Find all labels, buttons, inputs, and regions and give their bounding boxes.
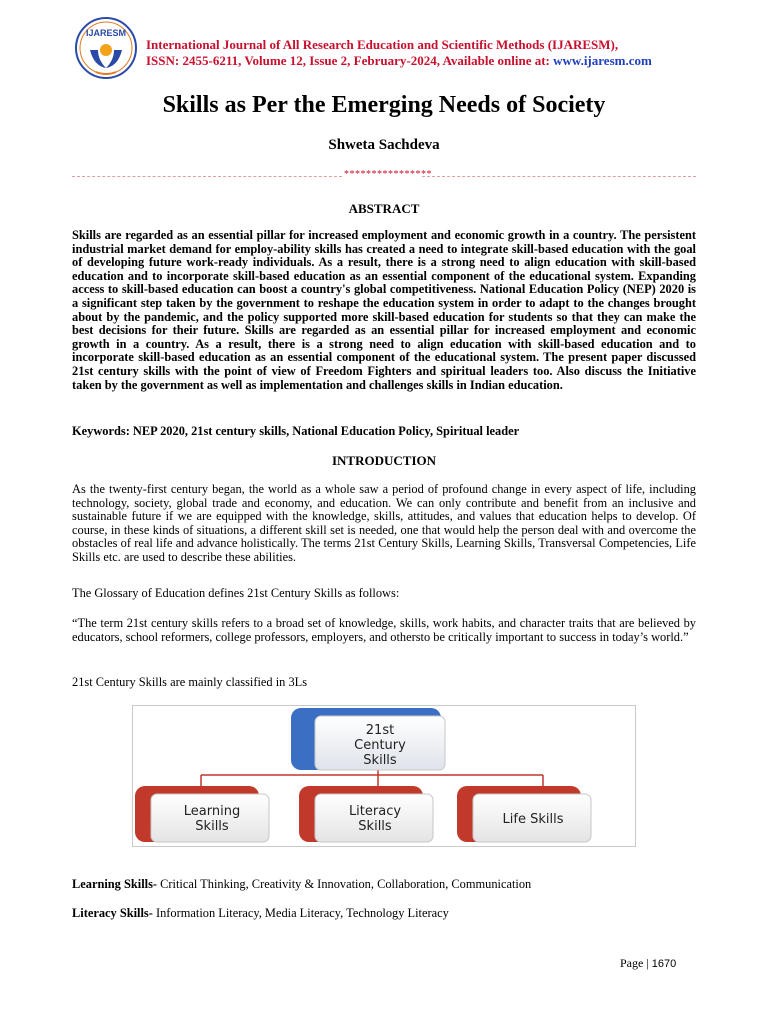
learning-skills-line [72, 877, 531, 892]
keywords: Keywords: NEP 2020, 21st century skills, National Education Policy, Spiritual leader [72, 424, 520, 438]
learning-skills-text: Critical Thinking, Creativity & Innovation, Collaboration, Communication [157, 877, 532, 891]
root-label-line-3: Skills [363, 753, 397, 768]
root-node-21st-century-skills [291, 708, 445, 770]
root-label-line-1: 21st [365, 723, 395, 738]
skills-hierarchy-diagram [132, 705, 636, 847]
literacy-skills-line [72, 906, 449, 921]
life-skills-label: Life Skills [502, 812, 564, 827]
page-label: Page | [620, 956, 652, 970]
literacy-label-line-2: Skills [358, 819, 392, 834]
introduction-heading: INTRODUCTION [331, 453, 436, 468]
diagram-connectors [201, 769, 543, 786]
abstract-heading: ABSTRACT [348, 201, 420, 216]
page-number: 1670 [651, 958, 677, 970]
literacy-label-line-1: Literacy [348, 804, 402, 819]
paper-title: Skills as Per the Emerging Needs of Society [162, 92, 606, 118]
classification-sentence: 21st Century Skills are mainly classified in 3Ls [72, 675, 308, 689]
page-footer [620, 956, 676, 971]
journal-name: International Journal of All Research Education and Scientific Methods (IJARESM), [146, 37, 619, 52]
literacy-skills-label: Literacy Skills- [72, 906, 153, 920]
intro-paragraph: As the twenty-first century began, the world as a whole saw a period of profound change in every aspect of life, including technology, society, global trade and economy, and education. We can only contribute and benefit from an inclusive and sustainable future if we are equipped with the knowledge, skills, attitudes, and values that education helps to develop. Of course, in these kinds of situations, a different skill set is needed, one that would help the person deal with and overcome the obstacles of real life and advance holistically. The terms 21st Century Skills, Learning Skills, Transversal Competencies, Life Skills etc. are used to describe these abilities. [72, 482, 696, 564]
learning-label-line-1: Learning [183, 804, 241, 819]
journal-url-link[interactable]: www.ijaresm.com [553, 53, 652, 68]
learning-label-line-2: Skills [195, 819, 229, 834]
paper-author: Shweta Sachdeva [328, 137, 440, 153]
abstract-text: Skills are regarded as an essential pillar for increased employment and economic growth in a country. The persistent industrial market demand for employ-ability skills has created a need to integrate skill-based education with the goal of developing future work-ready individuals. As a result, there is a strong need to align education with skill-based education and to incorporate skill-based education as an essential component of the educational system. Expanding access to skill-based education can boost a country's global competitiveness. National Education Policy (NEP) 2020 is a significant step taken by the government to reshape the education system in order to adapt to the changes brought about by the pandemic, and the policy supported more skill-based education for students so that they can make the best decisions for their future. Skills are regarded as an essential pillar for increased employment and economic growth in a country. As a result, there is a strong need to align education with skill-based education and to incorporate skill-based education as an essential component of the educational system. The present paper discussed 21st century skills with the point of view of Freedom Fighters and spiritual leaders too. Also discuss the Initiative taken by the government as well as implementation and challenges skills in Indian education. [72, 228, 696, 392]
logo-text: IJARESM [85, 28, 127, 38]
child-node-life-skills [457, 786, 591, 842]
divider-stars: **************** [344, 169, 432, 180]
root-label-line-2: Century [354, 738, 406, 753]
glossary-sentence: The Glossary of Education defines 21st Century Skills as follows: [72, 586, 400, 600]
definition-quote: “The term 21st century skills refers to a broad set of knowledge, skills, work habits, and character traits that are believed by educators, school reformers, college professors, employers, and othersto be critically important to success in today’s world.” [72, 616, 696, 644]
journal-logo [74, 16, 138, 80]
journal-issue-line [146, 53, 652, 69]
learning-skills-label: Learning Skills- [72, 877, 158, 891]
issue-text: ISSN: 2455-6211, Volume 12, Issue 2, February-2024, Available online at: [146, 53, 554, 68]
literacy-skills-text: Information Literacy, Media Literacy, Technology Literacy [152, 906, 449, 920]
child-node-literacy-skills [299, 786, 433, 842]
child-node-learning-skills [135, 786, 269, 842]
section-divider [72, 170, 696, 182]
